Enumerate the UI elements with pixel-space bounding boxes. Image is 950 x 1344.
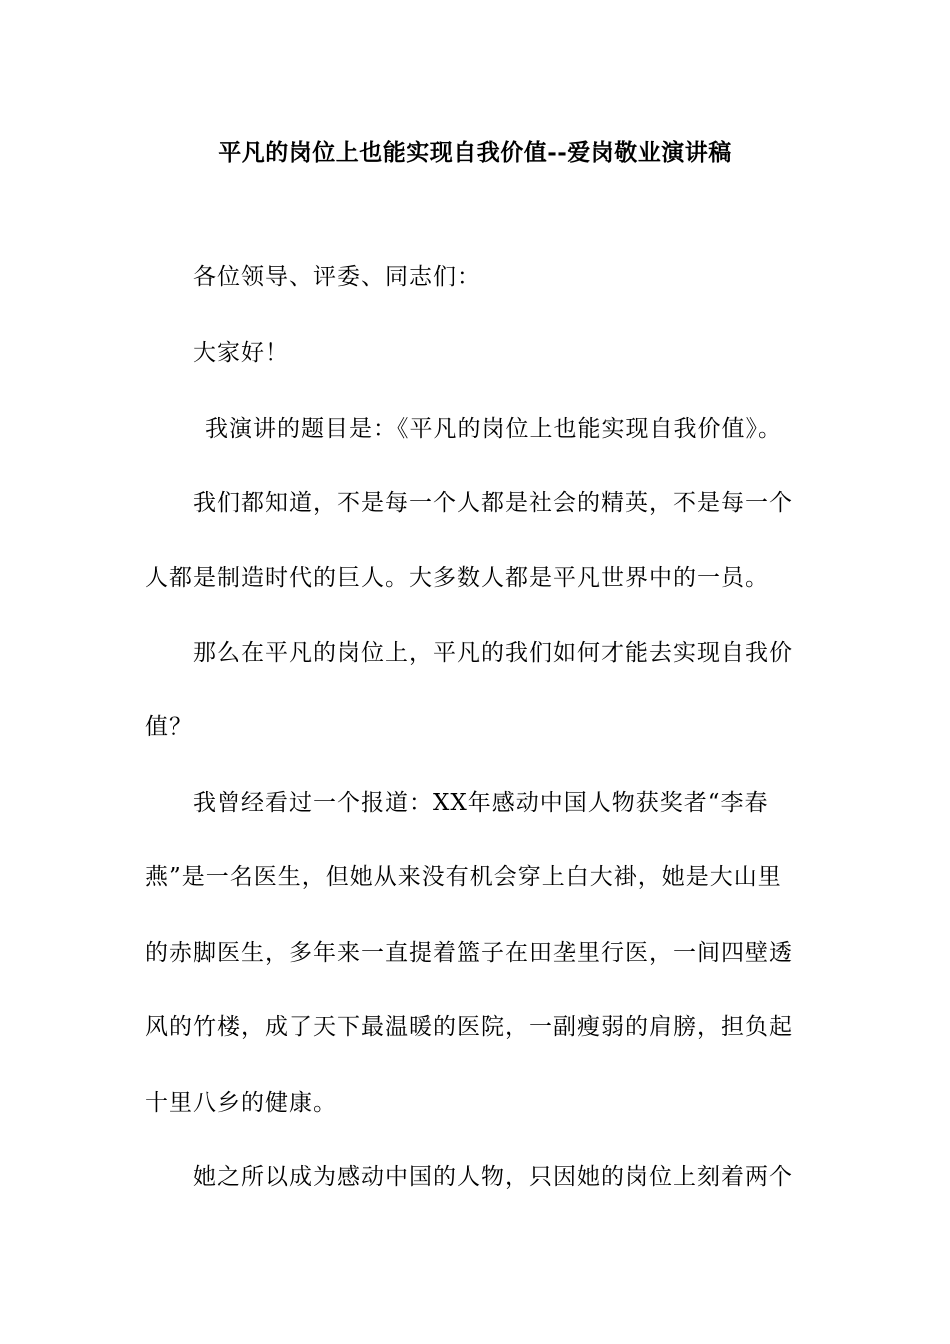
body-line: 我曾经看过一个报道：XX年感动中国人物获奖者“李春 [193,790,769,816]
body-line: 人都是制造时代的巨人。大多数人都是平凡世界中的一员。 [145,565,769,591]
body-line: 风的竹楼，成了天下最温暖的医院，一副瘦弱的肩膀，担负起 [145,1014,793,1040]
body-line: 燕”是一名医生，但她从来没有机会穿上白大褂，她是大山里 [145,864,782,890]
salutation-line: 各位领导、评委、同志们： [193,264,481,290]
topic-line: 我演讲的题目是：《平凡的岗位上也能实现自我价值》。 [205,416,782,442]
document-title: 平凡的岗位上也能实现自我价值--爱岗敬业演讲稿 [218,139,732,166]
body-line: 那么在平凡的岗位上，平凡的我们如何才能去实现自我价 [193,640,793,666]
greeting-line: 大家好！ [193,340,289,366]
body-line: 她之所以成为感动中国的人物，只因她的岗位上刻着两个 [193,1164,793,1190]
body-line: 我们都知道，不是每一个人都是社会的精英，不是每一个 [193,490,793,516]
body-line: 十里八乡的健康。 [145,1090,337,1116]
body-line: 的赤脚医生，多年来一直提着篮子在田垄里行医，一间四壁透 [145,940,793,966]
body-line: 值？ [145,714,193,740]
